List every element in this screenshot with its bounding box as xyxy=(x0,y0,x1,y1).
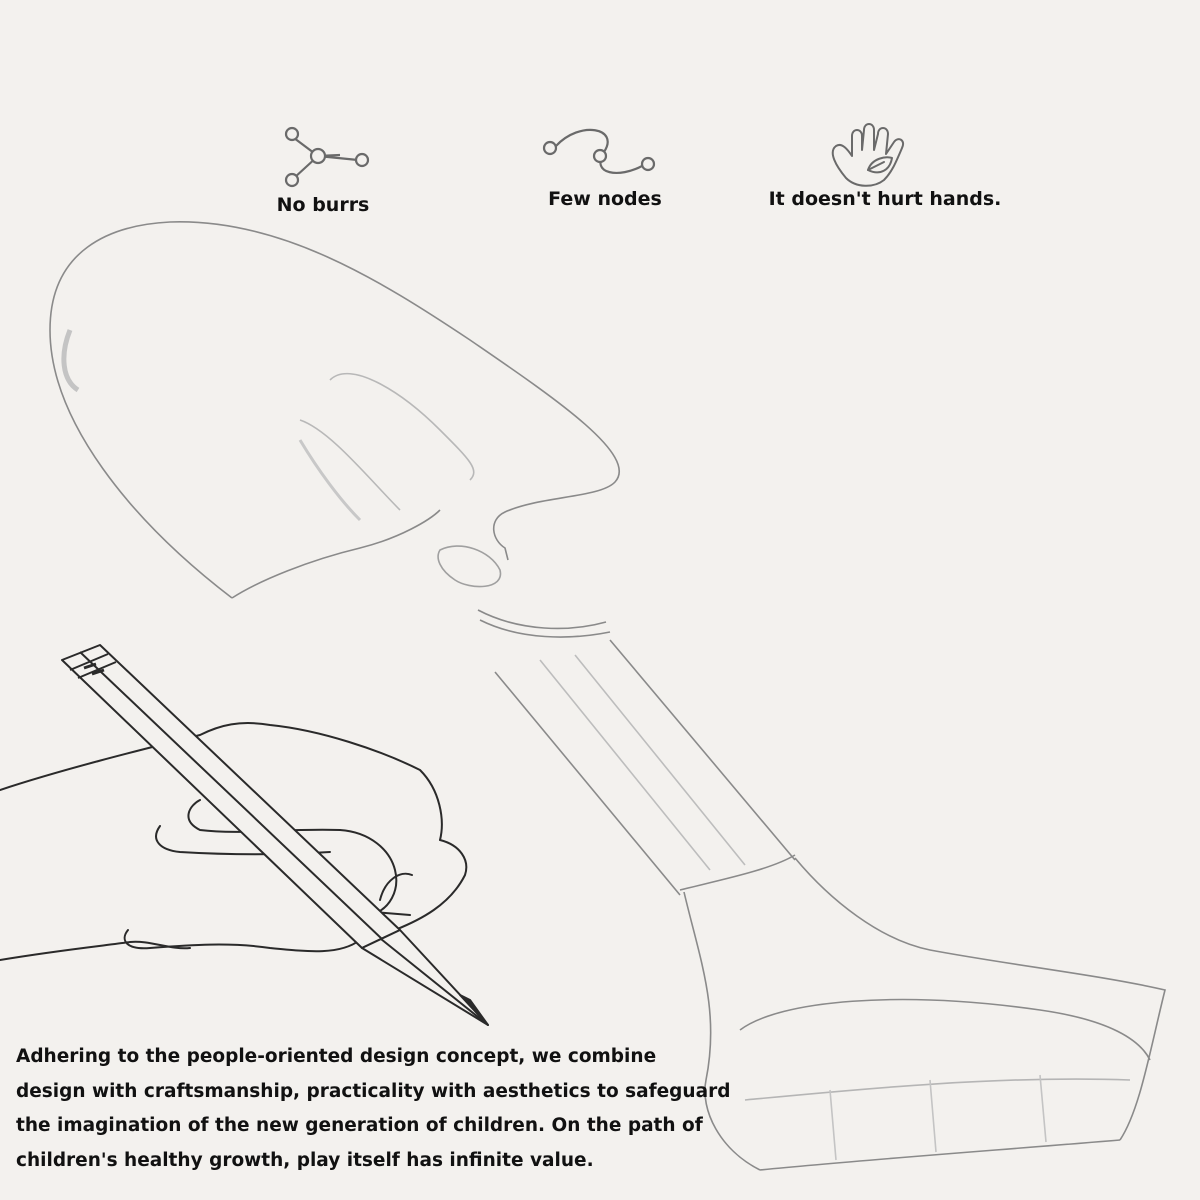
pencil xyxy=(62,645,488,1025)
shovel-grip xyxy=(684,858,1165,1170)
feature-label-no-burrs: No burrs xyxy=(276,194,370,216)
shovel-shaft xyxy=(478,610,795,895)
design-concept-description xyxy=(16,1040,731,1178)
description-line: design with craftsmanship, practicality with aesthetics to safeguard xyxy=(16,1080,731,1102)
shovel-blade xyxy=(50,222,619,598)
molecule-nodes-icon xyxy=(286,128,368,186)
curved-path-nodes-icon xyxy=(544,130,654,173)
hand-leaf-icon xyxy=(833,124,903,186)
description-line: the imagination of the new generation of children. On the path of xyxy=(16,1115,703,1136)
description-line: children's healthy growth, play itself has infinite value. xyxy=(16,1149,594,1171)
description-line: Adhering to the people-oriented design concept, we combine xyxy=(16,1046,657,1067)
drawing-hand xyxy=(0,723,466,960)
feature-label-few-nodes: Few nodes xyxy=(548,188,662,210)
feature-label-doesnt-hurt-hands: It doesn't hurt hands. xyxy=(768,188,1002,210)
